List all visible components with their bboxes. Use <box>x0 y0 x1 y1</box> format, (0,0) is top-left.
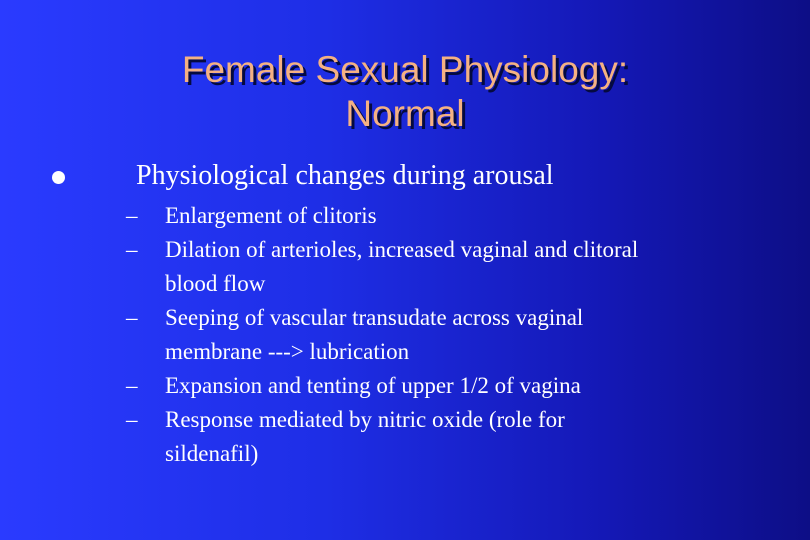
sub-bullet-item <box>126 301 776 369</box>
sub-bullet-item <box>126 403 776 471</box>
dash-icon: – <box>126 203 138 228</box>
sub-bullet-item <box>126 369 776 403</box>
title-line-1: Female Sexual Physiology: <box>181 49 629 90</box>
dash-icon: – <box>126 407 138 432</box>
dash-icon: – <box>126 237 138 262</box>
sub-bullet-text: Response mediated by nitric oxide (role for <box>165 407 565 432</box>
sub-bullet-text-continued: sildenafil) <box>165 441 259 466</box>
slide-title <box>40 48 770 136</box>
bullet-dot-icon <box>52 171 65 184</box>
sub-bullet-text-continued: blood flow <box>165 271 266 296</box>
sub-bullet-text: Enlargement of clitoris <box>165 203 377 228</box>
dash-icon: – <box>126 305 138 330</box>
title-line-2: Normal <box>345 93 465 134</box>
sub-bullet-text-continued: membrane ---> lubrication <box>165 339 410 364</box>
sub-bullet-text: Expansion and tenting of upper 1/2 of vagina <box>165 373 581 398</box>
dash-icon: – <box>126 373 138 398</box>
sub-bullet-list <box>126 199 776 471</box>
sub-bullet-item <box>126 233 776 301</box>
sub-bullet-text: Dilation of arterioles, increased vaginal and clitoral <box>165 237 639 262</box>
main-bullet-text: Physiological changes during arousal <box>136 160 554 191</box>
sub-bullet-item <box>126 199 776 233</box>
sub-bullet-text: Seeping of vascular transudate across vaginal <box>165 305 584 330</box>
